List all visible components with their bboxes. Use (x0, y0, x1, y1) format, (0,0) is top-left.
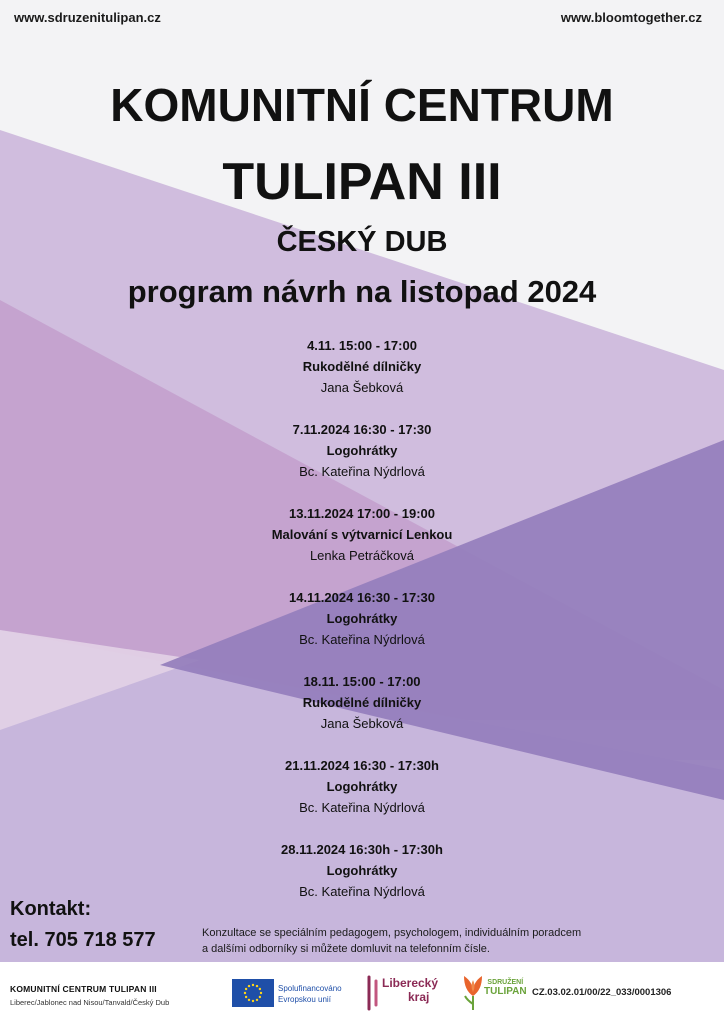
title-line-2: TULIPAN III (222, 153, 502, 211)
tulip-text-line-2: TULIPAN (484, 986, 527, 997)
event-title: Rukodělné dílničky (302, 359, 422, 374)
title-line-1: KOMUNITNÍ CENTRUM (110, 79, 614, 131)
event-list (0, 335, 724, 923)
event-date: 4.11. 15:00 - 17:00 (307, 338, 417, 353)
event-title: Logohrátky (326, 443, 398, 458)
project-code: CZ.03.02.01/00/22_033/0001306 (532, 987, 672, 998)
event-item (0, 503, 724, 587)
event-item (0, 839, 724, 923)
consultation-note-line-2: a dalšími odborníky si můžete domluvit na telefonním čísle. (202, 943, 490, 955)
event-title: Rukodělné dílničky (302, 695, 422, 710)
title-city: ČESKÝ DUB (276, 226, 448, 258)
eu-text-line-2: Evropskou unií (278, 995, 331, 1004)
eu-text-line-1: Spolufinancováno (278, 984, 342, 993)
event-person: Lenka Petráčková (309, 548, 415, 563)
event-person: Bc. Kateřina Nýdrlová (299, 464, 425, 479)
event-date: 18.11. 15:00 - 17:00 (303, 674, 421, 689)
liberec-kraj-line-1: Liberecký (382, 976, 439, 990)
event-person: Jana Šebková (320, 380, 404, 395)
event-date: 13.11.2024 17:00 - 19:00 (288, 506, 435, 521)
contact-label: Kontakt: (10, 898, 92, 920)
event-person: Bc. Kateřina Nýdrlová (299, 800, 425, 815)
liberec-kraj-line-2: kraj (408, 990, 430, 1004)
event-title: Logohrátky (326, 611, 398, 626)
eu-flag-icon (232, 979, 274, 1007)
event-person: Bc. Kateřina Nýdrlová (299, 632, 425, 647)
tulip-logo-text (484, 978, 527, 996)
event-person: Bc. Kateřina Nýdrlová (299, 884, 425, 899)
event-date: 7.11.2024 16:30 - 17:30 (292, 422, 432, 437)
contact-phone[interactable]: tel. 705 718 577 (10, 929, 156, 951)
website-url-right[interactable]: www.bloomtogether.cz (560, 10, 702, 25)
event-item (0, 755, 724, 839)
consultation-note-line-1: Konzultace se speciálním pedagogem, psychologem, individuálním poradcem (202, 927, 582, 939)
tulip-logo-icon (460, 972, 486, 1012)
event-person: Jana Šebková (320, 716, 404, 731)
title-program: program návrh na listopad 2024 (127, 274, 597, 309)
event-item (0, 671, 724, 755)
eu-cofunded-text (278, 983, 342, 1005)
event-date: 21.11.2024 16:30 - 17:30h (285, 758, 439, 773)
liberec-kraj-text (382, 976, 438, 1004)
footer-logo-bar (0, 962, 724, 1024)
liberec-kraj-logo-icon (366, 975, 382, 1011)
event-date: 28.11.2024 16:30h - 17:30h (281, 842, 443, 857)
footer-org-name: KOMUNITNÍ CENTRUM TULIPAN III (10, 984, 157, 994)
event-item (0, 335, 724, 419)
tulip-text-line-1: SDRUŽENÍ (487, 979, 524, 986)
event-title: Logohrátky (326, 863, 398, 878)
consultation-note (202, 925, 702, 957)
event-item (0, 587, 724, 671)
footer-org-locations: Liberec/Jablonec nad Nisou/Tanvald/Český Dub (10, 998, 170, 1007)
event-item (0, 419, 724, 503)
website-url-left[interactable]: www.sdruzenitulipan.cz (14, 10, 161, 25)
event-title: Malování s výtvarnicí Lenkou (271, 527, 453, 542)
event-date: 14.11.2024 16:30 - 17:30 (288, 590, 435, 605)
event-title: Logohrátky (326, 779, 398, 794)
